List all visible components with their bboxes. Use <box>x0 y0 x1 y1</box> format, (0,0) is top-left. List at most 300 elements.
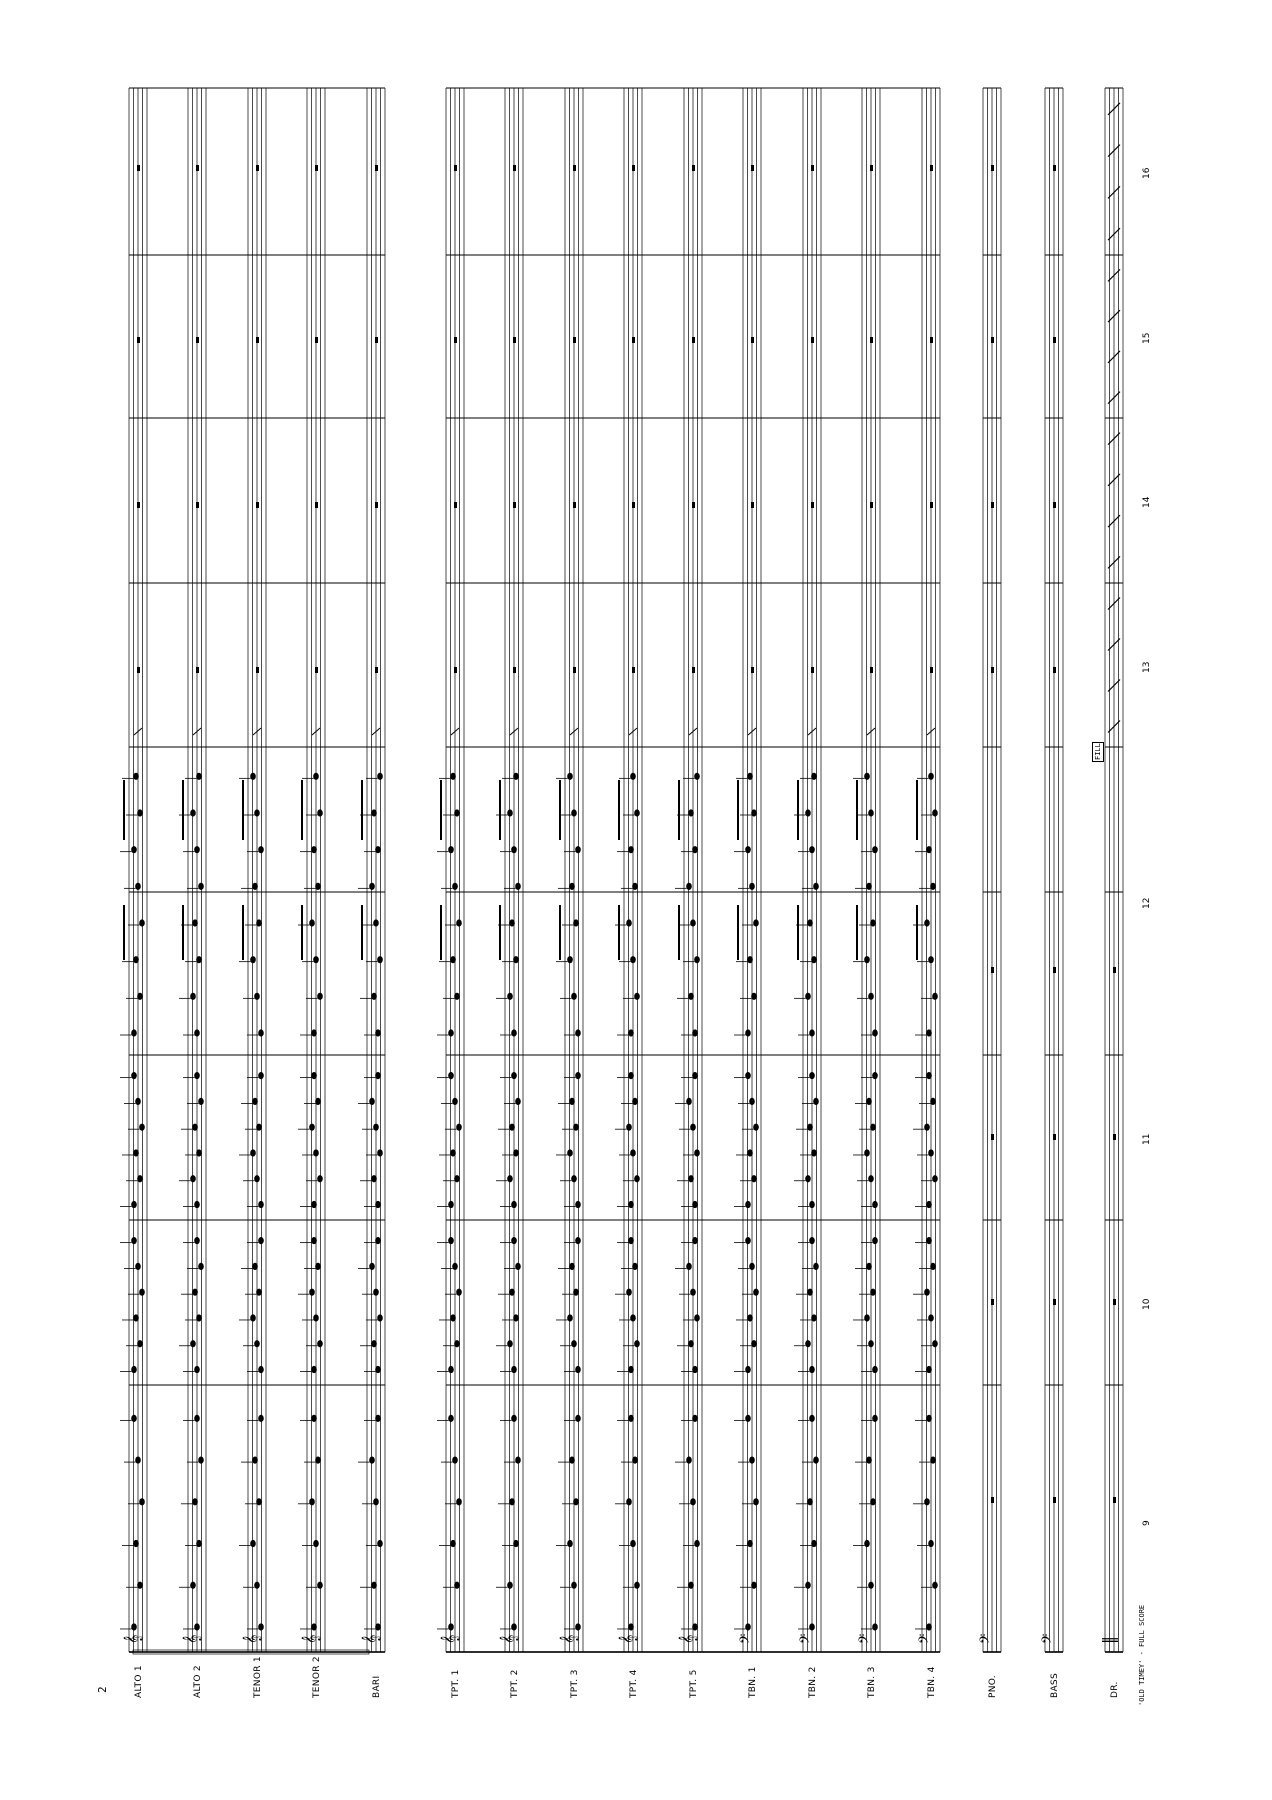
staff-tbn-2 <box>797 88 821 1652</box>
note-head <box>194 1072 200 1079</box>
note-head <box>256 1498 262 1505</box>
note-head <box>745 846 751 853</box>
note-head <box>872 1623 878 1630</box>
note-head <box>928 956 934 963</box>
note-head <box>567 773 573 780</box>
whole-rest <box>751 667 754 673</box>
note-head <box>256 1289 262 1296</box>
note-head <box>571 1340 577 1347</box>
bass-clef-icon: 𝄢 <box>916 1633 935 1644</box>
note-head <box>868 1175 874 1182</box>
note-head <box>133 956 139 963</box>
whole-rest <box>991 1497 994 1503</box>
whole-rest <box>991 502 994 508</box>
whole-rest <box>375 502 378 508</box>
whole-rest <box>692 337 695 343</box>
note-head <box>448 1415 454 1422</box>
note-head <box>872 1366 878 1373</box>
note-head <box>866 1456 872 1463</box>
note-head <box>509 1289 515 1296</box>
note-head <box>569 883 575 890</box>
note-head <box>317 809 323 816</box>
note-head <box>686 1098 692 1105</box>
whole-rest <box>454 667 457 673</box>
treble-clef-icon: 𝄞 <box>123 1634 142 1644</box>
note-head <box>511 1623 517 1630</box>
note-head <box>373 919 379 926</box>
whole-rest <box>375 667 378 673</box>
bass-clef-icon: 𝄢 <box>1039 1633 1058 1644</box>
whole-rest <box>930 165 933 171</box>
note-head <box>745 1237 751 1244</box>
note-head <box>868 809 874 816</box>
note-head <box>930 883 936 890</box>
note-head <box>924 1289 930 1296</box>
note-head <box>452 1098 458 1105</box>
note-head <box>250 1540 256 1547</box>
whole-rest <box>137 502 140 508</box>
whole-rest <box>1113 967 1116 973</box>
note-head <box>811 1314 817 1321</box>
note-head <box>634 1175 640 1182</box>
note-head <box>375 1623 381 1630</box>
note-head <box>515 1263 521 1270</box>
note-head <box>930 1263 936 1270</box>
score-footer: 'OLD TIMEY' - FULL SCORE <box>1138 1604 1146 1706</box>
note-head <box>753 1289 759 1296</box>
note-head <box>634 809 640 816</box>
note-head <box>133 1314 139 1321</box>
note-head <box>131 846 137 853</box>
note-head <box>454 1175 460 1182</box>
whole-rest <box>315 667 318 673</box>
note-head <box>807 1124 813 1131</box>
note-head <box>194 1201 200 1208</box>
staff-dr <box>1099 88 1123 1652</box>
note-head <box>805 1340 811 1347</box>
note-head <box>258 1237 264 1244</box>
note-head <box>749 1456 755 1463</box>
instrument-label: DR. <box>1110 1681 1120 1698</box>
instrument-label: TPT. 3 <box>570 1669 580 1698</box>
note-head <box>369 1456 375 1463</box>
note-head <box>515 883 521 890</box>
instrument-label: TPT. 5 <box>689 1669 699 1698</box>
staff-alto-2 <box>182 88 206 1652</box>
note-head <box>864 1314 870 1321</box>
note-head <box>456 1289 462 1296</box>
note-head <box>926 1072 932 1079</box>
note-head <box>313 1314 319 1321</box>
note-head <box>448 846 454 853</box>
note-head <box>190 809 196 816</box>
note-head <box>926 1366 932 1373</box>
note-head <box>373 1498 379 1505</box>
note-head <box>747 1540 753 1547</box>
note-head <box>250 1149 256 1156</box>
note-head <box>864 1540 870 1547</box>
note-head <box>745 1366 751 1373</box>
whole-rest <box>930 667 933 673</box>
note-head <box>373 1289 379 1296</box>
note-head <box>258 1072 264 1079</box>
whole-rest <box>196 502 199 508</box>
note-head <box>511 846 517 853</box>
whole-rest <box>1053 1134 1056 1140</box>
whole-rest <box>1053 337 1056 343</box>
instrument-label: TENOR 1 <box>253 1656 263 1698</box>
note-head <box>868 1582 874 1589</box>
note-head <box>133 1540 139 1547</box>
whole-rest <box>256 667 259 673</box>
note-head <box>137 1582 143 1589</box>
note-head <box>872 1237 878 1244</box>
note-head <box>450 1149 456 1156</box>
note-head <box>196 956 202 963</box>
whole-rest <box>751 337 754 343</box>
whole-rest <box>1053 165 1056 171</box>
note-head <box>686 1263 692 1270</box>
note-head <box>252 1456 258 1463</box>
note-head <box>932 1175 938 1182</box>
whole-rest <box>692 502 695 508</box>
note-head <box>567 1540 573 1547</box>
note-head <box>573 1124 579 1131</box>
whole-rest <box>632 667 635 673</box>
note-head <box>448 1201 454 1208</box>
whole-rest <box>692 165 695 171</box>
note-head <box>626 1124 632 1131</box>
note-head <box>569 1263 575 1270</box>
note-head <box>870 919 876 926</box>
note-head <box>805 1582 811 1589</box>
note-head <box>317 993 323 1000</box>
note-head <box>926 1623 932 1630</box>
note-head <box>198 1263 204 1270</box>
note-head <box>317 1582 323 1589</box>
note-head <box>507 1582 513 1589</box>
note-head <box>192 919 198 926</box>
note-head <box>634 1582 640 1589</box>
staff-bass <box>1039 88 1063 1652</box>
note-head <box>928 1540 934 1547</box>
note-head <box>198 883 204 890</box>
note-head <box>513 1540 519 1547</box>
note-head <box>628 1415 634 1422</box>
note-head <box>630 1540 636 1547</box>
whole-rest <box>196 337 199 343</box>
note-head <box>377 1314 383 1321</box>
note-head <box>805 809 811 816</box>
note-head <box>866 1263 872 1270</box>
note-head <box>813 883 819 890</box>
note-head <box>131 1201 137 1208</box>
note-head <box>375 1029 381 1036</box>
whole-rest <box>930 502 933 508</box>
note-head <box>573 919 579 926</box>
note-head <box>377 956 383 963</box>
note-head <box>745 1415 751 1422</box>
note-head <box>630 1314 636 1321</box>
whole-rest <box>632 165 635 171</box>
whole-rest <box>991 1134 994 1140</box>
whole-rest <box>137 165 140 171</box>
whole-rest <box>315 502 318 508</box>
whole-rest <box>196 667 199 673</box>
whole-rest <box>256 337 259 343</box>
note-head <box>448 1366 454 1373</box>
note-head <box>692 1237 698 1244</box>
note-head <box>866 1098 872 1105</box>
note-head <box>315 1098 321 1105</box>
note-head <box>868 993 874 1000</box>
note-head <box>315 883 321 890</box>
note-head <box>450 1314 456 1321</box>
whole-rest <box>811 337 814 343</box>
note-head <box>924 1124 930 1131</box>
note-head <box>196 1149 202 1156</box>
note-head <box>311 1623 317 1630</box>
note-head <box>807 1498 813 1505</box>
note-head <box>864 956 870 963</box>
note-head <box>932 1340 938 1347</box>
note-head <box>930 1456 936 1463</box>
bass-clef-icon: 𝄢 <box>797 1633 816 1644</box>
note-head <box>626 1498 632 1505</box>
note-head <box>192 1124 198 1131</box>
note-head <box>753 919 759 926</box>
note-head <box>926 1415 932 1422</box>
note-head <box>928 1149 934 1156</box>
whole-rest <box>632 502 635 508</box>
whole-rest <box>454 337 457 343</box>
note-head <box>515 1456 521 1463</box>
note-head <box>575 1366 581 1373</box>
note-head <box>311 1072 317 1079</box>
treble-clef-icon: 𝄞 <box>499 1634 518 1644</box>
note-head <box>448 1029 454 1036</box>
note-head <box>135 883 141 890</box>
note-head <box>628 1623 634 1630</box>
note-head <box>511 1029 517 1036</box>
note-head <box>190 1175 196 1182</box>
note-head <box>690 1289 696 1296</box>
note-head <box>131 1623 137 1630</box>
note-head <box>371 1175 377 1182</box>
note-head <box>575 1201 581 1208</box>
whole-rest <box>1053 502 1056 508</box>
note-head <box>807 1289 813 1296</box>
note-head <box>373 1124 379 1131</box>
whole-rest <box>375 337 378 343</box>
note-head <box>309 1498 315 1505</box>
note-head <box>628 1072 634 1079</box>
note-head <box>626 1289 632 1296</box>
note-head <box>131 1072 137 1079</box>
note-head <box>254 1340 260 1347</box>
note-head <box>315 1263 321 1270</box>
note-head <box>375 1237 381 1244</box>
note-head <box>749 1098 755 1105</box>
note-head <box>932 993 938 1000</box>
whole-rest <box>991 967 994 973</box>
note-head <box>194 846 200 853</box>
note-head <box>258 1201 264 1208</box>
instrument-label: ALTO 2 <box>193 1665 203 1698</box>
note-head <box>809 1201 815 1208</box>
whole-rest <box>1113 1299 1116 1305</box>
note-head <box>628 1201 634 1208</box>
note-head <box>375 1415 381 1422</box>
treble-clef-icon: 𝄞 <box>440 1634 459 1644</box>
note-head <box>313 1149 319 1156</box>
note-head <box>139 1498 145 1505</box>
note-head <box>747 1149 753 1156</box>
note-head <box>371 993 377 1000</box>
note-head <box>137 1340 143 1347</box>
note-head <box>628 1237 634 1244</box>
note-head <box>509 1498 515 1505</box>
note-head <box>749 1263 755 1270</box>
note-head <box>258 1623 264 1630</box>
note-head <box>454 993 460 1000</box>
whole-rest <box>991 165 994 171</box>
note-head <box>567 956 573 963</box>
note-head <box>311 1366 317 1373</box>
note-head <box>686 883 692 890</box>
note-head <box>575 1029 581 1036</box>
note-head <box>507 1175 513 1182</box>
note-head <box>309 1289 315 1296</box>
note-head <box>809 1072 815 1079</box>
note-head <box>369 1263 375 1270</box>
bass-clef-icon: 𝄢 <box>737 1633 756 1644</box>
page-number: 2 <box>96 1686 109 1693</box>
note-head <box>694 1314 700 1321</box>
note-head <box>192 1289 198 1296</box>
note-head <box>371 1582 377 1589</box>
note-head <box>692 846 698 853</box>
note-head <box>751 993 757 1000</box>
note-head <box>256 919 262 926</box>
note-head <box>258 1366 264 1373</box>
note-head <box>928 1314 934 1321</box>
note-head <box>511 1366 517 1373</box>
note-head <box>630 956 636 963</box>
note-head <box>139 919 145 926</box>
note-head <box>864 1149 870 1156</box>
note-head <box>311 1201 317 1208</box>
whole-rest <box>513 165 516 171</box>
note-head <box>567 1149 573 1156</box>
whole-rest <box>751 165 754 171</box>
note-head <box>809 846 815 853</box>
note-head <box>753 1124 759 1131</box>
note-head <box>254 1582 260 1589</box>
note-head <box>511 1237 517 1244</box>
measure-number: 10 <box>1142 1298 1152 1310</box>
note-head <box>194 1029 200 1036</box>
note-head <box>747 956 753 963</box>
note-head <box>628 1029 634 1036</box>
note-head <box>452 1456 458 1463</box>
note-head <box>571 1175 577 1182</box>
note-head <box>135 1263 141 1270</box>
treble-clef-icon: 𝄞 <box>242 1634 261 1644</box>
note-head <box>745 1623 751 1630</box>
whole-rest <box>256 165 259 171</box>
note-head <box>688 1582 694 1589</box>
note-head <box>809 1623 815 1630</box>
note-head <box>137 1175 143 1182</box>
note-head <box>571 1582 577 1589</box>
note-head <box>313 773 319 780</box>
note-head <box>309 919 315 926</box>
whole-rest <box>454 502 457 508</box>
note-head <box>751 1340 757 1347</box>
note-head <box>252 1098 258 1105</box>
note-head <box>254 809 260 816</box>
treble-clef-icon: 𝄞 <box>182 1634 201 1644</box>
note-head <box>317 1175 323 1182</box>
note-head <box>809 1366 815 1373</box>
note-head <box>809 1237 815 1244</box>
note-head <box>252 883 258 890</box>
note-head <box>450 1540 456 1547</box>
instrument-label: TPT. 4 <box>629 1669 639 1698</box>
note-head <box>747 773 753 780</box>
note-head <box>928 773 934 780</box>
note-head <box>626 919 632 926</box>
whole-rest <box>1053 967 1056 973</box>
note-head <box>575 846 581 853</box>
note-head <box>628 1366 634 1373</box>
whole-rest <box>870 165 873 171</box>
fill-label: FILL <box>1094 743 1102 760</box>
note-head <box>131 1415 137 1422</box>
treble-clef-icon: 𝄞 <box>678 1634 697 1644</box>
note-head <box>371 1340 377 1347</box>
whole-rest <box>991 667 994 673</box>
note-head <box>868 1340 874 1347</box>
note-head <box>258 1415 264 1422</box>
instrument-label: BARI <box>372 1675 382 1698</box>
note-head <box>511 1415 517 1422</box>
note-head <box>807 919 813 926</box>
note-head <box>813 1263 819 1270</box>
whole-rest <box>811 667 814 673</box>
note-head <box>375 846 381 853</box>
treble-clef-icon: 𝄞 <box>559 1634 578 1644</box>
note-head <box>448 1237 454 1244</box>
note-head <box>569 1098 575 1105</box>
note-head <box>751 1582 757 1589</box>
whole-rest <box>1113 1134 1116 1140</box>
note-head <box>507 993 513 1000</box>
note-head <box>450 956 456 963</box>
note-head <box>192 1498 198 1505</box>
note-head <box>692 1366 698 1373</box>
note-head <box>250 1314 256 1321</box>
whole-rest <box>1053 667 1056 673</box>
note-head <box>139 1124 145 1131</box>
note-head <box>569 1456 575 1463</box>
note-head <box>811 956 817 963</box>
note-head <box>872 1415 878 1422</box>
note-head <box>377 1149 383 1156</box>
note-head <box>632 1263 638 1270</box>
treble-clef-icon: 𝄞 <box>361 1634 380 1644</box>
